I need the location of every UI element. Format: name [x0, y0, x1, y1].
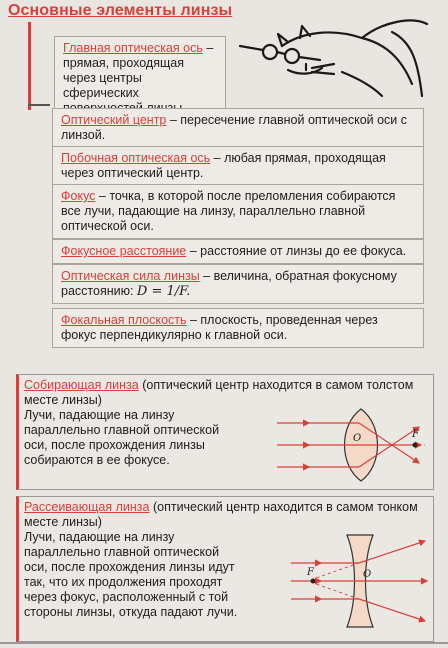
definition-text: – расстояние от линзы до ее фокуса. [186, 244, 407, 258]
definition-focus [52, 184, 424, 239]
definition-text: – пересечение главной оптической оси с линзой. [61, 113, 408, 142]
definition-optical-center [52, 108, 424, 148]
focus-label: F [307, 567, 314, 578]
definition-term: Оптическая сила линзы [61, 269, 200, 283]
converging-lens-heading [24, 378, 424, 408]
description-line: параллельно главной оптической [24, 545, 220, 559]
converging-lens-section [16, 374, 434, 490]
description-line: оси, после прохождения линзы идут [24, 560, 235, 574]
bottom-divider [0, 642, 448, 644]
description-line: оси, после прохождения линзы [24, 438, 205, 452]
diverging-lens-note: (оптический центр находится в самом тонком месте линзы) [24, 500, 418, 529]
focus-point [413, 443, 418, 448]
optical-power-formula: D = 1/F. [136, 284, 191, 299]
description-line: параллельно главной оптической [24, 423, 220, 437]
definition-term: Фокусное расстояние [61, 244, 187, 258]
page-title: Основные элементы линзы [8, 2, 233, 19]
description-line: стороны линзы, откуда падают лучи. [24, 605, 238, 619]
converging-lens-description [24, 408, 219, 468]
diverging-lens-term: Рассеивающая линза [24, 500, 150, 514]
definition-term: Главная оптическая ось [63, 41, 203, 55]
definition-term: Оптический центр [61, 113, 167, 127]
definition-secondary-axis [52, 146, 424, 186]
definition-term: Фокальная плоскость [61, 313, 187, 327]
definition-focal-length [52, 239, 424, 264]
definition-optical-power [52, 264, 424, 304]
converging-lens-note: (оптический центр находится в самом толстом месте линзы) [24, 378, 414, 407]
definition-text: – величина, обратная фокусному расстоянию: [61, 269, 397, 298]
center-label: O [353, 433, 362, 444]
definitions-arrow-line [28, 104, 50, 106]
definition-text: – точка, в которой после преломления собираются все лучи, падающие на линзу, параллельно главной оптической оси. [61, 189, 396, 233]
description-line: Лучи, падающие на линзу [24, 408, 175, 422]
converging-lens-diagram [269, 405, 429, 485]
definitions-bracket [28, 22, 31, 110]
diverging-lens-diagram [291, 533, 431, 639]
diverging-lens-section [16, 496, 434, 642]
description-line: Лучи, падающие на линзу [24, 530, 175, 544]
diverging-lens-description [24, 530, 237, 620]
cat-with-glasses-illustration [222, 2, 444, 100]
definition-text: – плоскость, проведенная через фокус перпендикулярно к главной оси. [61, 313, 378, 342]
definition-text: – прямая, проходящая через центры сферических [63, 41, 214, 100]
description-line: собираются в ее фокусе. [24, 453, 170, 467]
description-line: так, что их продолжения проходят [24, 575, 223, 589]
definition-term: Побочная оптическая ось [61, 151, 211, 165]
definition-text: – любая прямая, проходящая через оптический центр. [61, 151, 386, 180]
focus-label: F [412, 429, 419, 440]
converging-lens-term: Собирающая линза [24, 378, 139, 392]
focus-point [311, 579, 316, 584]
description-line: через фокус, расположенный с той [24, 590, 229, 604]
diverging-lens-heading [24, 500, 424, 530]
definition-term: Фокус [61, 189, 96, 203]
definition-focal-plane [52, 308, 424, 348]
center-label: O [363, 569, 372, 580]
